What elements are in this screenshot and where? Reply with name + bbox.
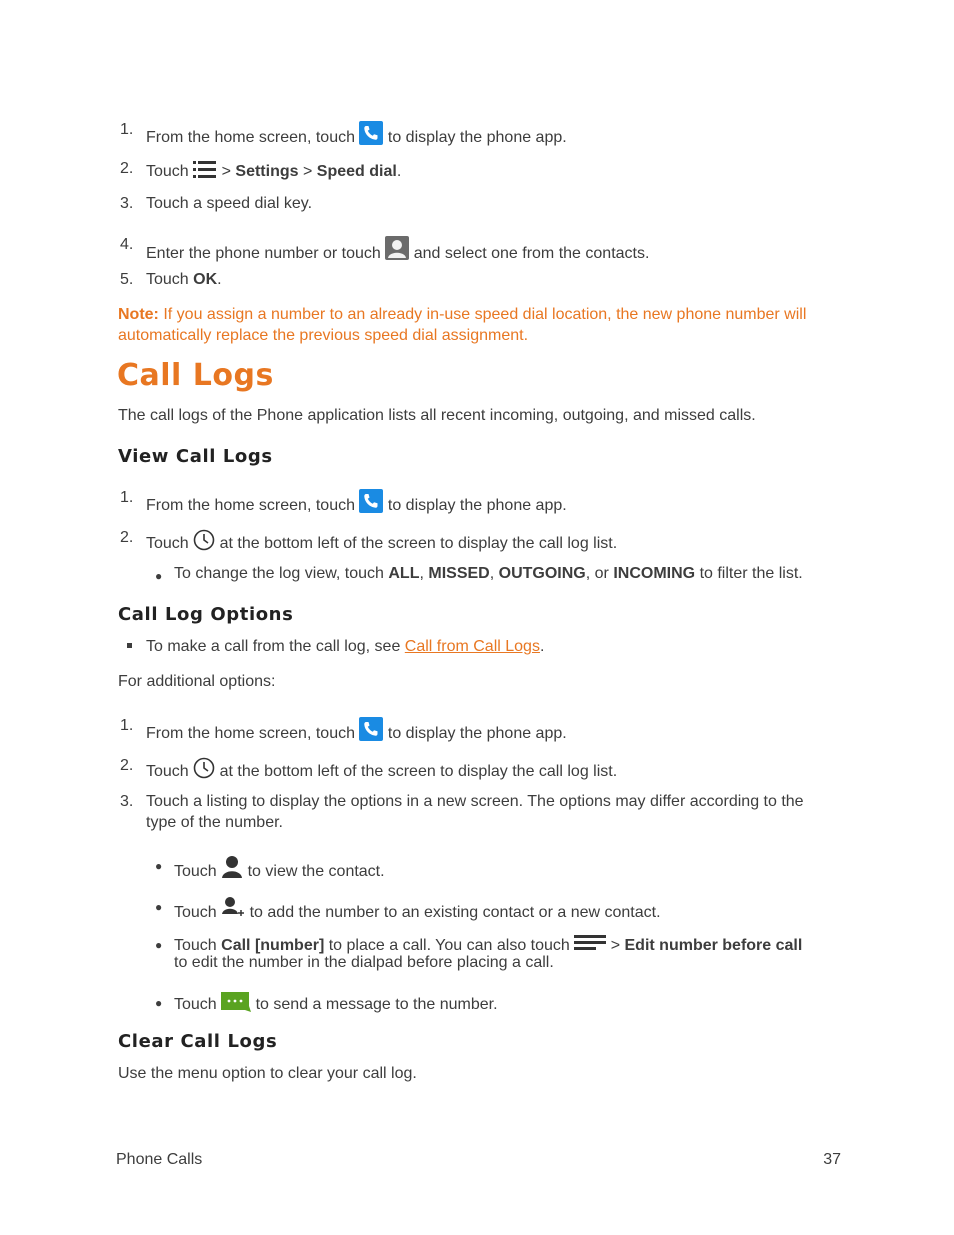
call-log-clock-icon: [193, 757, 215, 784]
subsection-title-call-log-options: Call Log Options: [118, 604, 294, 625]
step-number: 4.: [120, 236, 134, 253]
step-number: 5.: [120, 271, 134, 288]
message-icon: [221, 992, 251, 1017]
phone-app-icon: [359, 489, 383, 513]
bullet-dot: ●: [155, 569, 163, 583]
step-number: 3.: [120, 793, 134, 810]
square-bullet: [127, 643, 132, 648]
bullet-dot: ●: [155, 996, 163, 1010]
note-label: Note:: [118, 306, 159, 323]
note-line-1: Note: If you assign a number to an already in-use speed dial location, the new phone number will: [118, 306, 807, 323]
section-title-call-logs: Call Logs: [117, 358, 274, 393]
clear-call-logs-text: Use the menu option to clear your call log.: [118, 1065, 417, 1082]
note-line-2: automatically replace the previous speed dial assignment.: [118, 327, 529, 344]
menu-icon: [193, 160, 217, 185]
step-number: 1.: [120, 121, 134, 138]
step-number: 2.: [120, 160, 134, 177]
bullet-dot: ●: [155, 859, 163, 873]
call-log-clock-icon: [193, 529, 215, 556]
add-contact-icon: [221, 896, 245, 925]
person-icon: [221, 855, 243, 884]
phone-app-icon: [359, 717, 383, 741]
subsection-title-view-call-logs: View Call Logs: [118, 446, 273, 467]
step-number: 1.: [120, 489, 134, 506]
phone-app-icon: [359, 121, 383, 145]
subsection-title-clear-call-logs: Clear Call Logs: [118, 1031, 278, 1052]
contact-icon: [385, 236, 409, 265]
page-number: 37: [823, 1151, 841, 1168]
menu-icon: [574, 934, 606, 957]
call-logs-intro: The call logs of the Phone application lists all recent incoming, outgoing, and missed calls.: [118, 407, 756, 424]
bullet-dot: ●: [155, 900, 163, 914]
step-number: 2.: [120, 757, 134, 774]
step-number: 1.: [120, 717, 134, 734]
footer-chapter: Phone Calls: [116, 1151, 203, 1168]
bullet-dot: ●: [155, 938, 163, 952]
additional-options-text: For additional options:: [118, 673, 276, 690]
call-from-call-logs-link[interactable]: Call from Call Logs: [404, 638, 540, 655]
step-number: 3.: [120, 195, 134, 212]
step-number: 2.: [120, 529, 134, 546]
